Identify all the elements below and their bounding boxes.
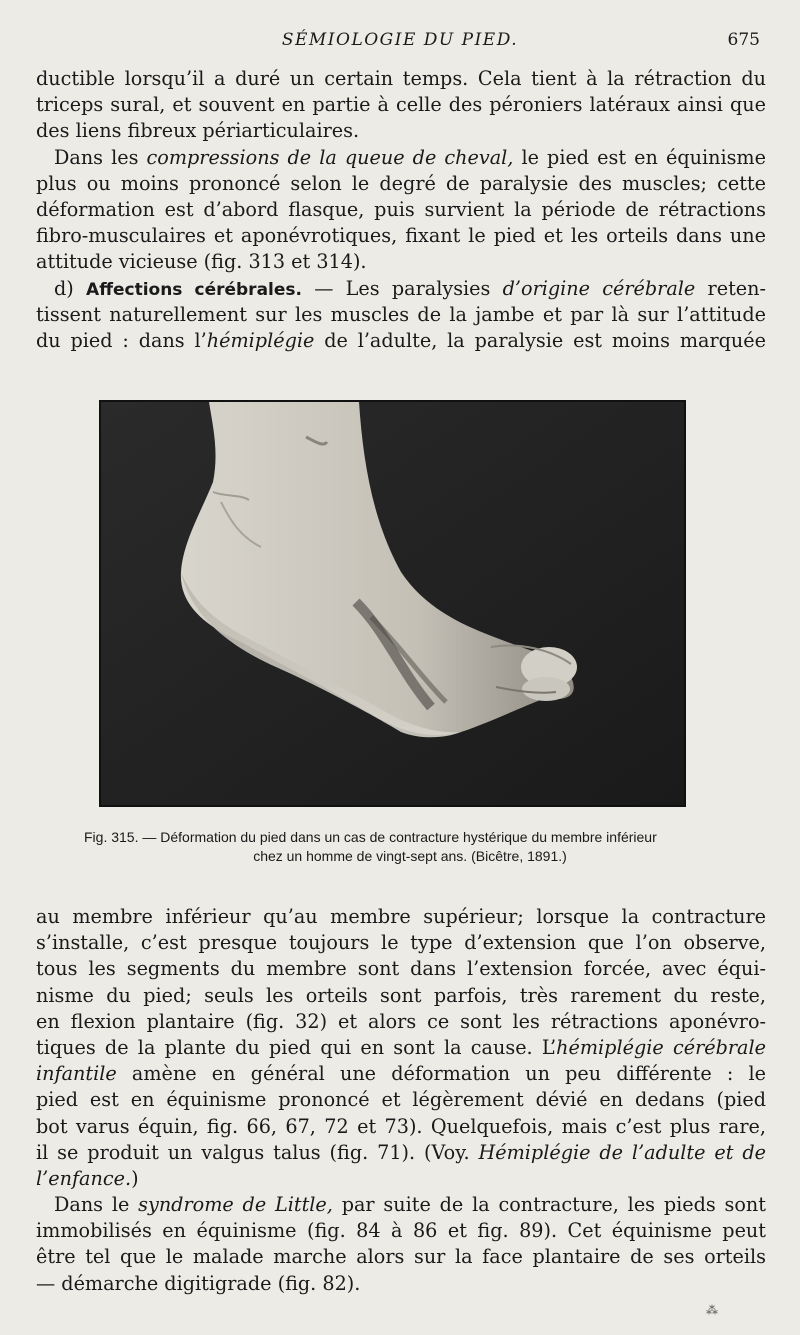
- running-header: [36, 30, 764, 56]
- figure-caption: [60, 828, 760, 865]
- text-line: [36, 145, 766, 171]
- italic-run: l’enfance.: [36, 1166, 132, 1190]
- text-run: ): [131, 1166, 139, 1190]
- text-run: bot varus équin, fig. 66, 67, 72 et 73). Quelquefois, mais c’est plus rare,: [36, 1114, 766, 1138]
- text-run: être tel que le malade marche alors sur la face plantaire de ses orteils: [36, 1245, 766, 1269]
- text-line: [36, 1166, 766, 1192]
- italic-run: infantile: [36, 1062, 117, 1086]
- text-run: tiques de la plante du pied qui en sont la cause. L’: [36, 1035, 557, 1059]
- text-run: attitude vicieuse (fig. 313 et 314).: [36, 250, 367, 274]
- text-run: Dans les: [54, 145, 147, 169]
- text-run: — démarche digitigrade (fig. 82).: [36, 1271, 361, 1295]
- text-run: le pied est en équinisme: [513, 145, 766, 169]
- text-run: plus ou moins prononcé selon le degré de paralysie des muscles; cette: [36, 171, 766, 195]
- italic-run: syndrome de Little,: [138, 1193, 333, 1217]
- text-line: [36, 66, 766, 92]
- text-run: ductible lorsqu’il a duré un certain temps. Cela tient à la rétraction du: [36, 67, 766, 90]
- text-run: il se produit un valgus talus (fig. 71). (Voy.: [36, 1140, 479, 1164]
- figure-photograph: [99, 400, 686, 807]
- text-line: [36, 930, 766, 956]
- text-run: pied est en équinisme prononcé et légèrement dévié en dedans (pied: [36, 1088, 766, 1112]
- text-run: en flexion plantaire (fig. 32) et alors ce sont les rétractions aponévro-: [36, 1009, 766, 1033]
- text-line: [36, 904, 766, 930]
- text-run: d): [54, 276, 87, 300]
- caption-line-1: Fig. 315. — Déformation du pied dans un cas de contracture hystérique du membre inférieur: [84, 829, 657, 845]
- text-line: [36, 1218, 766, 1244]
- text-run: des liens fibreux périarticulaires.: [36, 119, 360, 143]
- text-line: [36, 197, 766, 223]
- italic-run: d’origine cérébrale: [502, 276, 696, 300]
- caption-line-2: chez un homme de vingt-sept ans. (Bicêtre, 1891.): [253, 847, 567, 864]
- text-run: tissent naturellement sur les muscles de la jambe et par là sur l’attitude: [36, 302, 766, 326]
- text-line: [36, 92, 766, 118]
- text-run: par suite de la contracture, les pieds sont: [332, 1193, 767, 1217]
- text-line: [36, 1009, 766, 1035]
- text-line: [36, 1114, 766, 1140]
- text-run: tous les segments du membre sont dans l’extension forcée, avec équi-: [36, 957, 766, 981]
- page-mark: ⁂: [706, 1303, 718, 1317]
- text-line: [36, 223, 766, 249]
- foot-photo-illustration: [101, 402, 684, 805]
- text-run: s’installe, c’est presque toujours le type d’extension que l’on observe,: [36, 931, 766, 955]
- text-run: fibro-musculaires et aponévrotiques, fixant le pied et les orteils dans une: [36, 224, 766, 248]
- text-line: [36, 328, 766, 354]
- text-line: [36, 1035, 766, 1061]
- text-run: amène en général une déformation un peu différente : le: [116, 1062, 766, 1086]
- text-run: nisme du pied; seuls les orteils sont parfois, très rarement du reste,: [36, 983, 766, 1007]
- text-run: au membre inférieur qu’au membre supérieur; lorsque la contracture: [36, 905, 766, 928]
- italic-run: compressions de la queue de cheval,: [146, 145, 514, 169]
- text-line: [36, 1140, 766, 1166]
- text-line: [36, 118, 766, 144]
- italic-run: Hémiplégie de l’adulte et de: [478, 1140, 766, 1164]
- italic-run: hémiplégie cérébrale: [556, 1035, 766, 1059]
- running-title: SÉMIOLOGIE DU PIED.: [281, 30, 519, 50]
- text-run: immobilisés en équinisme (fig. 84 à 86 et fig. 89). Cet équinisme peut: [36, 1219, 766, 1243]
- text-run: — Les paralysies: [301, 276, 503, 300]
- body-text-bottom: [36, 904, 766, 1297]
- text-line: [36, 171, 766, 197]
- text-line: [36, 1061, 766, 1087]
- text-run: triceps sural, et souvent en partie à celle des péroniers latéraux ainsi que: [36, 93, 766, 117]
- text-run: de l’adulte, la paralysie est moins marquée: [314, 328, 766, 352]
- body-text-top: [36, 66, 766, 354]
- text-line: [36, 956, 766, 982]
- bold-run: Affections cérébrales.: [86, 279, 302, 300]
- text-line: [36, 249, 766, 275]
- text-line: [36, 1271, 766, 1297]
- text-line: [36, 1192, 766, 1218]
- text-line: [36, 276, 766, 302]
- text-run: déformation est d’abord flasque, puis survient la période de rétractions: [36, 197, 766, 221]
- text-line: [36, 1244, 766, 1270]
- text-run: du pied : dans l’: [36, 328, 207, 352]
- text-line: [36, 302, 766, 328]
- text-line: [36, 983, 766, 1009]
- text-line: [36, 1087, 766, 1113]
- text-run: Dans le: [54, 1193, 139, 1217]
- italic-run: hémiplégie: [206, 328, 315, 352]
- page-number: 675: [727, 30, 760, 50]
- text-run: reten-: [695, 276, 766, 300]
